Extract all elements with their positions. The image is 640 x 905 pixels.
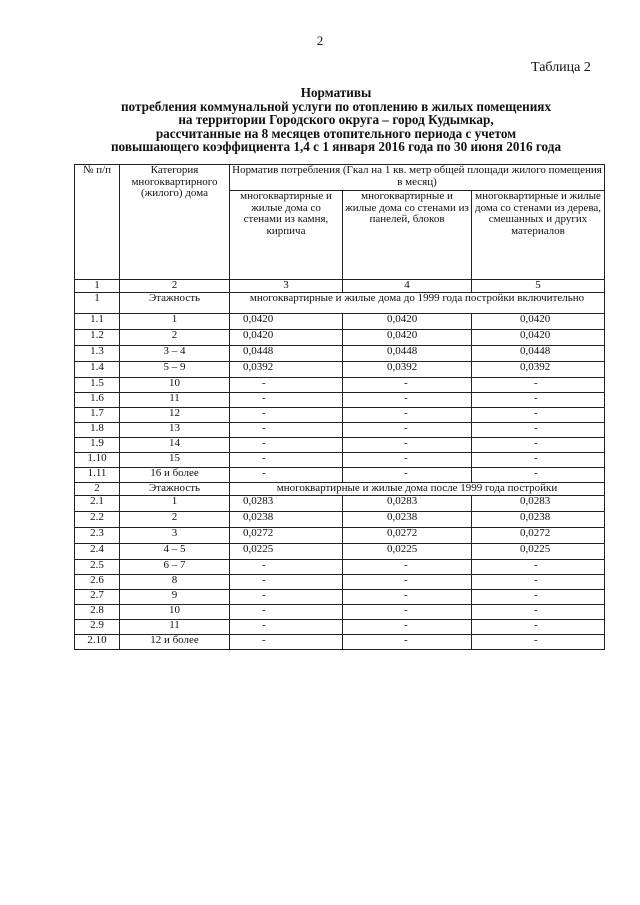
- row-category: 11: [120, 392, 230, 407]
- value-stone-brick: 0,0238: [230, 511, 343, 527]
- table-row: [75, 574, 605, 589]
- section-description: многоквартирные и жилые дома до 1999 года постройки включительно: [230, 292, 605, 313]
- value-panels-blocks: -: [343, 422, 472, 437]
- column-number: 4: [343, 280, 472, 293]
- header-panels-blocks: многоквартирные и жилые дома со стенами из панелей, блоков: [343, 191, 472, 280]
- row-category: 3 – 4: [120, 345, 230, 361]
- value-stone-brick: -: [230, 604, 343, 619]
- value-wood-mixed: 0,0420: [472, 313, 605, 329]
- value-stone-brick: -: [230, 619, 343, 634]
- row-number: 2.2: [75, 511, 120, 527]
- row-category: 10: [120, 604, 230, 619]
- value-panels-blocks: 0,0225: [343, 543, 472, 559]
- row-number: 2.7: [75, 589, 120, 604]
- row-number: 2.4: [75, 543, 120, 559]
- column-number: 2: [120, 280, 230, 293]
- value-panels-blocks: -: [343, 604, 472, 619]
- section-row: [75, 482, 605, 495]
- header-wood-mixed: многоквартирные и жилые дома со стенами из дерева, смешанных и других материалов: [472, 191, 605, 280]
- value-stone-brick: -: [230, 437, 343, 452]
- title-line: потребления коммунальной услуги по отоплению в жилых помещениях: [120, 98, 552, 114]
- value-stone-brick: -: [230, 634, 343, 649]
- row-number: 2.9: [75, 619, 120, 634]
- row-category: 1: [120, 313, 230, 329]
- value-panels-blocks: -: [343, 377, 472, 392]
- row-category: 12: [120, 407, 230, 422]
- row-category: 8: [120, 574, 230, 589]
- section-description: многоквартирные и жилые дома после 1999 года постройки: [230, 482, 605, 495]
- value-wood-mixed: -: [472, 452, 605, 467]
- row-number: 1.3: [75, 345, 120, 361]
- value-wood-mixed: -: [472, 574, 605, 589]
- value-wood-mixed: -: [472, 559, 605, 574]
- value-stone-brick: -: [230, 377, 343, 392]
- value-panels-blocks: 0,0420: [343, 329, 472, 345]
- column-number: 1: [75, 280, 120, 293]
- table-row: [75, 313, 605, 329]
- row-category: 10: [120, 377, 230, 392]
- value-wood-mixed: -: [472, 437, 605, 452]
- row-category: 16 и более: [120, 467, 230, 482]
- row-category: 9: [120, 589, 230, 604]
- document-title: [0, 86, 640, 154]
- row-category: 6 – 7: [120, 559, 230, 574]
- value-stone-brick: -: [230, 467, 343, 482]
- table-label: Таблица 2: [531, 60, 591, 75]
- table-row: [75, 467, 605, 482]
- table-row: [75, 377, 605, 392]
- value-wood-mixed: -: [472, 619, 605, 634]
- value-wood-mixed: 0,0392: [472, 361, 605, 377]
- value-panels-blocks: -: [343, 452, 472, 467]
- value-wood-mixed: -: [472, 377, 605, 392]
- table-row: [75, 452, 605, 467]
- value-wood-mixed: -: [472, 589, 605, 604]
- value-panels-blocks: -: [343, 437, 472, 452]
- row-category: 11: [120, 619, 230, 634]
- row-category: 3: [120, 527, 230, 543]
- value-stone-brick: -: [230, 589, 343, 604]
- row-category: 5 – 9: [120, 361, 230, 377]
- value-panels-blocks: -: [343, 574, 472, 589]
- table-row: [75, 619, 605, 634]
- table-row: [75, 422, 605, 437]
- title-line: Нормативы: [300, 85, 372, 100]
- row-number: 2.3: [75, 527, 120, 543]
- value-panels-blocks: -: [343, 407, 472, 422]
- value-panels-blocks: 0,0448: [343, 345, 472, 361]
- value-wood-mixed: -: [472, 407, 605, 422]
- header-norm: Норматив потребления (Гкал на 1 кв. метр общей площади жилого помещения в месяц): [230, 165, 605, 191]
- value-wood-mixed: -: [472, 634, 605, 649]
- column-number: 5: [472, 280, 605, 293]
- title-line: рассчитанные на 8 месяцев отопительного периода с учетом: [155, 125, 517, 141]
- value-wood-mixed: -: [472, 392, 605, 407]
- row-category: 12 и более: [120, 634, 230, 649]
- section-label: Этажность: [120, 482, 230, 495]
- section-row: [75, 292, 605, 313]
- row-number: 2.10: [75, 634, 120, 649]
- value-stone-brick: 0,0225: [230, 543, 343, 559]
- table-row: [75, 527, 605, 543]
- value-wood-mixed: -: [472, 422, 605, 437]
- row-number: 1.1: [75, 313, 120, 329]
- header-stone-brick: многоквартирные и жилые дома со стенами из камня, кирпича: [230, 191, 343, 280]
- row-number: 1.10: [75, 452, 120, 467]
- value-panels-blocks: -: [343, 467, 472, 482]
- section-number: 1: [75, 292, 120, 313]
- value-wood-mixed: 0,0283: [472, 495, 605, 511]
- table-row: [75, 329, 605, 345]
- row-category: 1: [120, 495, 230, 511]
- title-line: на территории Городского округа – город Кудымкар,: [178, 112, 494, 128]
- table-row: [75, 559, 605, 574]
- row-number: 1.7: [75, 407, 120, 422]
- table-row: [75, 361, 605, 377]
- value-panels-blocks: -: [343, 634, 472, 649]
- table-row: [75, 589, 605, 604]
- value-stone-brick: 0,0448: [230, 345, 343, 361]
- value-panels-blocks: 0,0420: [343, 313, 472, 329]
- value-stone-brick: 0,0272: [230, 527, 343, 543]
- value-panels-blocks: 0,0238: [343, 511, 472, 527]
- value-stone-brick: -: [230, 422, 343, 437]
- page-number: 2: [316, 33, 324, 48]
- value-panels-blocks: -: [343, 589, 472, 604]
- value-panels-blocks: -: [343, 559, 472, 574]
- table-row: [75, 407, 605, 422]
- row-number: 1.8: [75, 422, 120, 437]
- value-panels-blocks: 0,0283: [343, 495, 472, 511]
- section-label: Этажность: [120, 292, 230, 313]
- value-stone-brick: -: [230, 407, 343, 422]
- row-number: 1.6: [75, 392, 120, 407]
- row-category: 13: [120, 422, 230, 437]
- header-number: № п/п: [75, 165, 120, 280]
- value-stone-brick: 0,0392: [230, 361, 343, 377]
- table-row: [75, 634, 605, 649]
- norms-table: [74, 164, 605, 650]
- row-number: 1.5: [75, 377, 120, 392]
- row-number: 1.11: [75, 467, 120, 482]
- value-stone-brick: -: [230, 574, 343, 589]
- value-panels-blocks: 0,0272: [343, 527, 472, 543]
- table-row: [75, 345, 605, 361]
- value-wood-mixed: -: [472, 467, 605, 482]
- header-category: Категория многоквартирного (жилого) дома: [120, 165, 230, 280]
- value-wood-mixed: 0,0420: [472, 329, 605, 345]
- value-wood-mixed: 0,0448: [472, 345, 605, 361]
- value-stone-brick: -: [230, 392, 343, 407]
- value-wood-mixed: 0,0272: [472, 527, 605, 543]
- row-number: 2.6: [75, 574, 120, 589]
- title-line: повышающего коэффициента 1,4 с 1 января 2016 года по 30 июня 2016 года: [110, 139, 562, 155]
- row-category: 2: [120, 511, 230, 527]
- value-stone-brick: -: [230, 452, 343, 467]
- table-row: [75, 543, 605, 559]
- table-row: [75, 604, 605, 619]
- value-panels-blocks: -: [343, 392, 472, 407]
- row-number: 2.8: [75, 604, 120, 619]
- section-number: 2: [75, 482, 120, 495]
- row-category: 4 – 5: [120, 543, 230, 559]
- row-number: 1.9: [75, 437, 120, 452]
- table-row: [75, 437, 605, 452]
- table-row: [75, 511, 605, 527]
- value-stone-brick: 0,0420: [230, 313, 343, 329]
- value-wood-mixed: 0,0225: [472, 543, 605, 559]
- row-category: 2: [120, 329, 230, 345]
- row-number: 2.1: [75, 495, 120, 511]
- value-stone-brick: -: [230, 559, 343, 574]
- value-panels-blocks: 0,0392: [343, 361, 472, 377]
- value-stone-brick: 0,0420: [230, 329, 343, 345]
- row-category: 14: [120, 437, 230, 452]
- value-stone-brick: 0,0283: [230, 495, 343, 511]
- value-panels-blocks: -: [343, 619, 472, 634]
- row-number: 1.2: [75, 329, 120, 345]
- value-wood-mixed: -: [472, 604, 605, 619]
- value-wood-mixed: 0,0238: [472, 511, 605, 527]
- row-number: 2.5: [75, 559, 120, 574]
- row-category: 15: [120, 452, 230, 467]
- column-number: 3: [230, 280, 343, 293]
- row-number: 1.4: [75, 361, 120, 377]
- table-row: [75, 495, 605, 511]
- table-row: [75, 392, 605, 407]
